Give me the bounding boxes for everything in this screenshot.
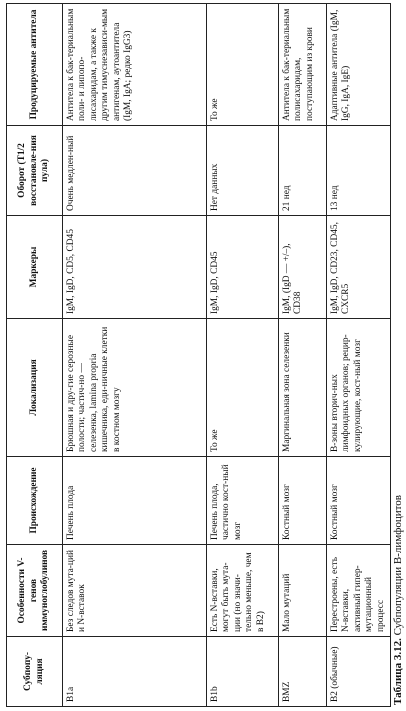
table-cell: Есть N-вставки, могут быть мута-ции (но значи-тельно меньше, чем в B2) [207,545,279,637]
table-caption [392,495,404,705]
table-cell: В-зоны вторич-ных лимфоидных органов; рецир-кулирующие, кост-ный мозг [327,319,391,457]
table-row [327,4,391,707]
table-cell: Очень медлен-ный [63,126,207,216]
table-cell: IgM, IgD, CD45 [207,216,279,319]
table-cell: B2 (обычные) [327,637,391,707]
table-cell: IgM, IgD, CD23, CD45, CXCR5 [327,216,391,319]
header-cell: Продуцируемые антитела [7,4,63,126]
table-cell: IgM, IgD, CD5, CD45 [63,216,207,319]
table-cell: Адаптивные антитела (IgM, IgG, IgA, IgE) [327,4,391,126]
header-cell: Маркеры [7,216,63,319]
table-cell: То же [207,319,279,457]
table-caption-title: Субпопуляции В-лимфоцитов [392,495,404,636]
table-cell: IgM, (IgD — +/–), CD38 [279,216,327,319]
table-cell: B1b [207,637,279,707]
header-cell: Локализация [7,319,63,457]
table-cell: Нет данных [207,126,279,216]
table-caption-label: Таблица 3.12. [392,638,404,705]
table-cell: Мало мутаций [279,545,327,637]
table-row [63,4,207,707]
table-cell: BMZ [279,637,327,707]
table-row [279,4,327,707]
table-cell: Печень плода [63,457,207,545]
table-cell: Брюшная и дру-гие серозные полости; частич-но — селезенка, lamina propria кишечника, еди-ничные клетки в костном мозгу [63,319,207,457]
header-cell: Оборот (T1/2 восстановле-ния пула) [7,126,63,216]
table-cell: Костный мозг [279,457,327,545]
header-row [7,4,63,707]
table-cell: Костный мозг [327,457,391,545]
header-cell: Происхождение [7,457,63,545]
table-cell: Без следов мута-ций и N-вставок [63,545,207,637]
table-cell: Перестроены, есть N-вставки, активный гипер-мутационный процесс [327,545,391,637]
table-cell: Печень плода, частично кост-ный мозг [207,457,279,545]
table-cell: 21 нед [279,126,327,216]
table-cell: B1a [63,637,207,707]
table-cell: Антитела к бак-териальным полисахаридам, поступающим из крови [279,4,327,126]
subpopulation-table [6,3,391,707]
table-cell: То же [207,4,279,126]
table-cell: Антитела к бак-териальным поли- и липопо-лисахаридам, а также к другим тимуснезависи-мым антигенам, аутоантитела (IgM, IgA; редко IgG3) [63,4,207,126]
header-cell: Субпопу-ляция [7,637,63,707]
table-cell: 13 нед [327,126,391,216]
header-cell: Особенности V-генов иммуноглобулинов [7,545,63,637]
table-row [207,4,279,707]
table-cell: Маргинальная зона селезенки [279,319,327,457]
